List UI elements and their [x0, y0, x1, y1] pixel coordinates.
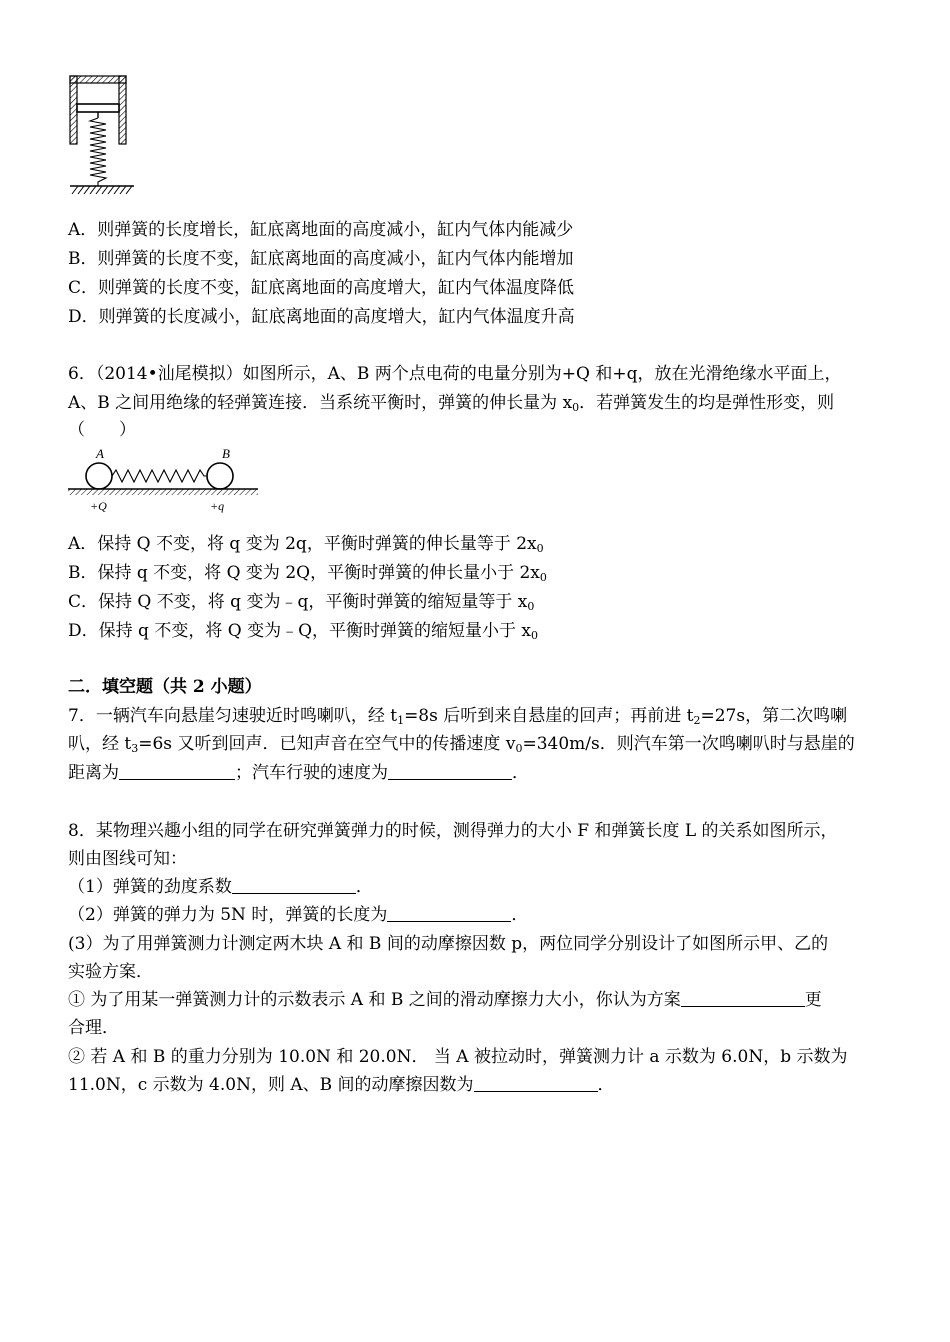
charge-b-value: +q — [210, 499, 225, 513]
q5-option-a: A．则弹簧的长度增长，缸底离地面的高度减小，缸内气体内能减少 — [68, 220, 574, 240]
q7-line1: 7．一辆汽车向悬崖匀速驶近时鸣喇叭，经 $t_1=8s$ 后听到来自悬崖的回声；再前进 $t_2=27s$，第二次鸣喇 — [68, 706, 848, 727]
cylinder-spring-figure — [62, 72, 142, 202]
q7-line2: 叭，经 $t_3=6s$ 又听到回声．已知声音在空气中的传播速度 $v_0=340m/s$．则汽车第一次鸣喇叭时与悬崖的 — [68, 734, 855, 755]
q5-option-c: C．则弹簧的长度不变，缸底离地面的高度增大，缸内气体温度降低 — [68, 278, 575, 298]
q6-option-d: D．保持 q 不变，将 Q 变为﹣Q，平衡时弹簧的缩短量小于 $x_0$ — [68, 621, 538, 642]
charge-a-ball — [86, 463, 112, 489]
section-heading: 二．填空题（共 2 小题） — [68, 677, 262, 697]
charge-b-label: B — [222, 446, 230, 461]
q8-part3-sub2: ② 若 A 和 B 的重力分别为 10.0N 和 20.0N． 当 A 被拉动时，弹簧测力计 a 示数为 6.0N，b 示数为 — [68, 1047, 848, 1067]
q8-part3-sub1: ① 为了用某一弹簧测力计的示数表示 A 和 B 之间的滑动摩擦力大小，你认为方案 更 — [68, 990, 822, 1010]
q8-part3-sub1-cont: 合理． — [68, 1018, 119, 1038]
charge-b-ball — [207, 463, 233, 489]
q7-blank-distance[interactable] — [119, 763, 235, 780]
q7-blank-speed[interactable] — [388, 763, 512, 780]
q6-stem-line1: 6．（2014•汕尾模拟）如图所示，A、B 两个点电荷的电量分别为+Q 和+q，放在光滑绝缘水平面上， — [68, 364, 842, 384]
q6-stem-line2: A、B 之间用绝缘的轻弹簧连接．当系统平衡时，弹簧的伸长量为 $x_0$．若弹簧发生的均是弹性形变，则 — [68, 393, 835, 414]
q5-option-d: D．则弹簧的长度减小，缸底离地面的高度增大，缸内气体温度升高 — [68, 307, 575, 327]
q6-answer-paren: （ ） — [68, 420, 136, 440]
charge-a-label: A — [96, 446, 104, 461]
q8-line1: 8．某物理兴趣小组的同学在研究弹簧弹力的时候，测得弹力的大小 F 和弹簧长度 L 的关系如图所示， — [68, 821, 838, 841]
q8-part3-line1: (3）为了用弹簧测力计测定两木块 A 和 B 间的动摩擦因数 p，两位同学分别设计了如图所示甲、乙的 — [68, 934, 829, 954]
q8-blank-stiffness[interactable] — [232, 877, 356, 894]
charges-spring-figure — [64, 444, 264, 516]
q6-option-a: A．保持 Q 不变，将 q 变为 2q，平衡时弹簧的伸长量等于 $2x_0$ — [68, 534, 544, 555]
q8-part3-sub2-cont: 11.0N，c 示数为 4.0N，则 A、B 间的动摩擦因数为 ． — [68, 1075, 615, 1095]
q6-option-b: B．保持 q 不变，将 Q 变为 2Q，平衡时弹簧的伸长量小于 $2x_0$ — [68, 563, 547, 584]
q5-option-b: B．则弹簧的长度不变，缸底离地面的高度减小，缸内气体内能增加 — [68, 249, 574, 269]
q8-part2: （2）弹簧的弹力为 5N 时，弹簧的长度为 ． — [68, 905, 529, 925]
q8-blank-friction[interactable] — [474, 1075, 598, 1092]
q8-part1: （1）弹簧的劲度系数 ． — [68, 877, 373, 897]
q8-line2: 则由图线可知： — [68, 849, 187, 869]
q7-line3: 距离为 ；汽车行驶的速度为 ． — [68, 763, 529, 783]
q8-blank-scheme[interactable] — [681, 990, 805, 1007]
q8-blank-length[interactable] — [387, 905, 511, 922]
q8-part3-line2: 实验方案． — [68, 962, 153, 982]
q6-option-c: C．保持 Q 不变，将 q 变为﹣q，平衡时弹簧的缩短量等于 $x_0$ — [68, 592, 535, 613]
charge-a-value: +Q — [90, 499, 107, 513]
